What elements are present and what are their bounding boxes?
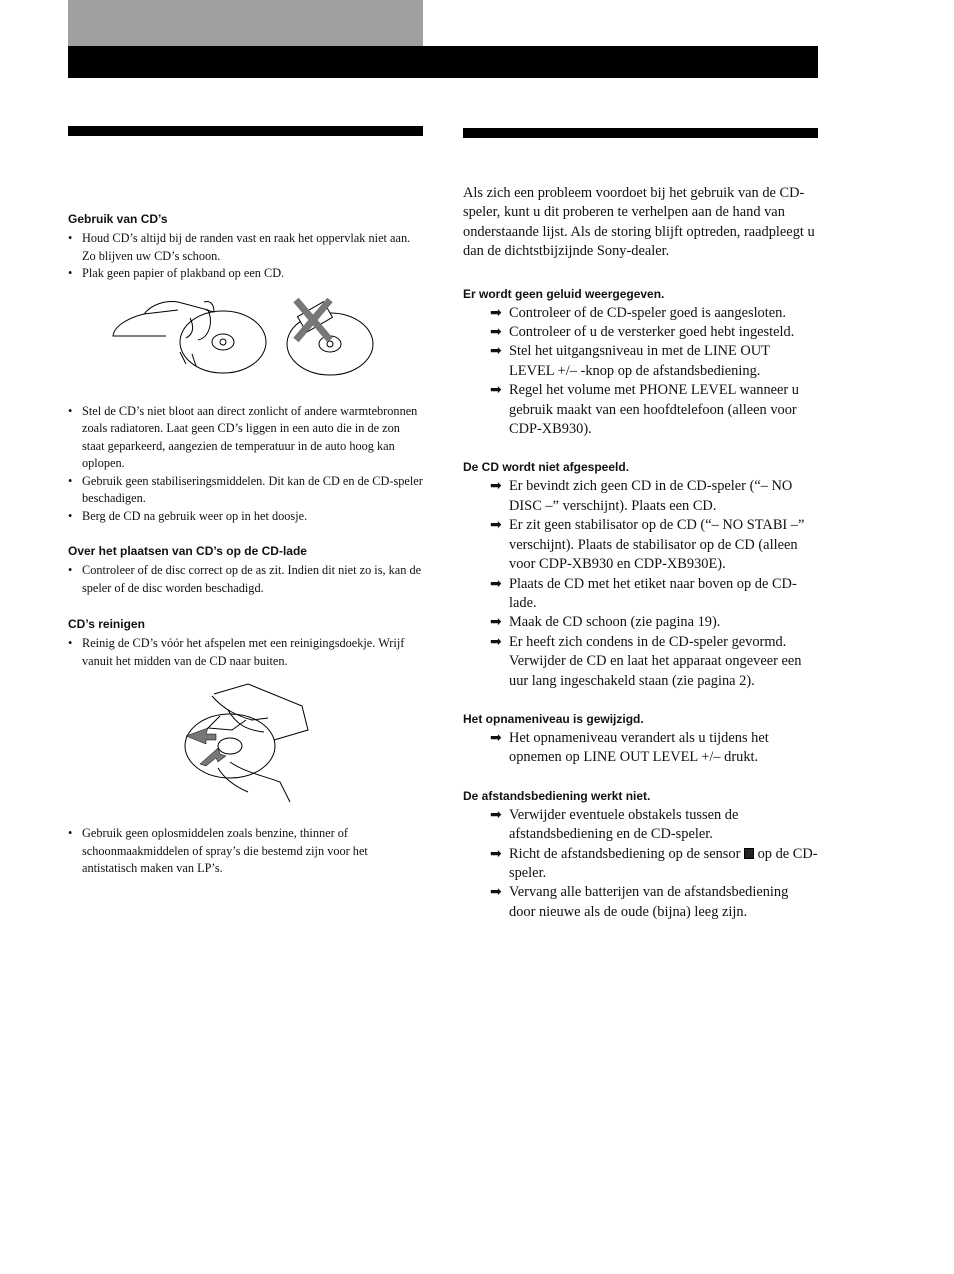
arrow-right-icon: ➡	[490, 478, 502, 495]
cd-cleaning-illustration	[68, 682, 423, 812]
cd-handling-illustration	[68, 296, 423, 396]
arrow-right-icon: ➡	[490, 729, 502, 746]
header-tab	[68, 0, 423, 46]
left-section-rule	[68, 126, 423, 136]
remedy-item: ➡ Controleer of de CD-speler goed is aangesloten.	[463, 304, 818, 323]
section-title: Gebruik van CD’s	[68, 212, 168, 226]
arrow-right-icon: ➡	[490, 324, 502, 341]
section-cd-use-continued	[68, 403, 423, 526]
arrow-right-icon: ➡	[490, 575, 502, 592]
remedy-item: ➡ Er zit geen stabilisator op de CD (“– NO STABI –” verschijnt). Plaats de stabilisator op de CD (alleen voor CDP-XB930 en CDP-XB930E).	[490, 517, 805, 573]
remedy-item: ➡ Regel het volume met PHONE LEVEL wanneer u gebruik maakt van een hoofdtelefoon (alleen voor CDP-XB930).	[490, 382, 799, 438]
remedy-item: ➡ Het opnameniveau verandert als u tijdens het opnemen op LINE OUT LEVEL +/– drukt.	[490, 729, 769, 766]
arrow-right-icon: ➡	[490, 614, 502, 631]
remedy-item: ➡ Verwijder eventuele obstakels tussen de afstandsbediening en de CD-speler.	[490, 806, 739, 843]
section-cd-tray	[68, 544, 423, 597]
remedy-item: ➡ Plaats de CD met het etiket naar boven op de CD-lade.	[490, 575, 797, 611]
arrow-right-icon: ➡	[490, 343, 502, 360]
section-cd-cleaning	[68, 617, 423, 670]
section-title: Er wordt geen geluid weergegeven.	[463, 286, 665, 301]
list-item: • Gebruik geen oplosmiddelen zoals benzine, thinner of schoonmaakmiddelen of spray’s die bestemd zijn voor het antistatisch maken van LP’s.	[68, 825, 423, 878]
list-item: • Controleer of de disc correct op de as zit. Indien dit niet zo is, kan de speler of de disc worden beschadigd.	[68, 562, 423, 597]
remedy-item: ➡ Controleer of u de versterker goed hebt ingesteld.	[463, 323, 818, 342]
arrow-right-icon: ➡	[490, 304, 502, 321]
section-title: Het opnameniveau is gewijzigd.	[463, 711, 644, 726]
section-cd-cleaning-continued	[68, 825, 423, 878]
section-title: Over het plaatsen van CD’s op de CD-lade	[68, 544, 307, 558]
no-tape-on-cd-icon	[287, 300, 373, 375]
arrow-right-icon: ➡	[490, 884, 502, 901]
bullet-list	[68, 403, 423, 526]
right-section-rule	[463, 128, 818, 138]
bullet-list	[68, 230, 423, 283]
remedy-item: ➡ Er heeft zich condens in de CD-speler gevormd. Verwijder de CD en laat het apparaat ongeveer een uur lang ingeschakeld staan (zie pagina 2).	[490, 633, 802, 689]
bullet-list	[68, 825, 423, 878]
arrow-right-icon: ➡	[490, 382, 502, 399]
cd-wiping-icon	[185, 684, 308, 802]
arrow-right-icon: ➡	[490, 845, 502, 862]
remote-sensor-icon	[744, 848, 754, 859]
troubleshooting-intro: Als zich een probleem voordoet bij het gebruik van de CD-speler, kunt u dit proberen te verhelpen aan de hand van onderstaande lijst. Als de storing blijft optreden, raadpleegt u dan de dichtstbijzijnde Sony-dealer.	[463, 185, 815, 260]
list-item: • Stel de CD’s niet bloot aan direct zonlicht of andere warmtebronnen zoals radiatoren. Laat geen CD’s liggen in een auto die in de zon staat geparkeerd, aangezien de temperatuur in de auto hoog kan oplopen.	[68, 403, 423, 473]
list-item: • Reinig de CD’s vóór het afspelen met een reinigingsdoekje. Wrijf vanuit het midden van de CD naar buiten.	[68, 635, 423, 670]
left-column	[68, 212, 423, 878]
bullet-list	[68, 635, 423, 670]
section-rec-level-changed	[463, 712, 818, 768]
remedy-item: ➡ Er bevindt zich geen CD in de CD-speler (“– NO DISC –” verschijnt). Plaats een CD.	[490, 478, 793, 514]
section-title: De CD wordt niet afgespeeld.	[463, 460, 630, 475]
list-item: • Houd CD’s altijd bij de randen vast en raak het oppervlak niet aan. Zo blijven uw CD’s schoon.	[68, 230, 423, 265]
section-cd-not-playing	[463, 460, 818, 690]
section-title: De afstandsbediening werkt niet.	[463, 788, 651, 803]
right-column	[463, 184, 818, 922]
section-cd-use	[68, 212, 423, 283]
list-item: • Berg de CD na gebruik weer op in het doosje.	[68, 508, 423, 526]
remedy-item: ➡ Vervang alle batterijen van de afstandsbediening door nieuwe als de oude (bijna) leeg zijn.	[490, 884, 789, 920]
list-item: • Gebruik geen stabiliseringsmiddelen. Dit kan de CD en de CD-speler beschadigen.	[68, 473, 423, 508]
cd-held-by-edge-icon	[113, 301, 266, 373]
section-remote-not-working	[463, 789, 818, 922]
list-item: • Plak geen papier of plakband op een CD.	[68, 265, 423, 283]
section-no-sound	[463, 287, 818, 440]
header-bar	[68, 46, 818, 78]
arrow-right-icon: ➡	[490, 517, 502, 534]
section-title: CD’s reinigen	[68, 617, 145, 631]
bullet-list	[68, 562, 423, 597]
remedy-item: ➡ Richt de afstandsbediening op de sensor op de CD-speler.	[490, 845, 818, 881]
remedy-item: ➡ Maak de CD schoon (zie pagina 19).	[463, 613, 818, 632]
arrow-right-icon: ➡	[490, 633, 502, 650]
remedy-item: ➡ Stel het uitgangsniveau in met de LINE OUT LEVEL +/– -knop op de afstandsbediening.	[490, 343, 770, 379]
arrow-right-icon: ➡	[490, 806, 502, 823]
